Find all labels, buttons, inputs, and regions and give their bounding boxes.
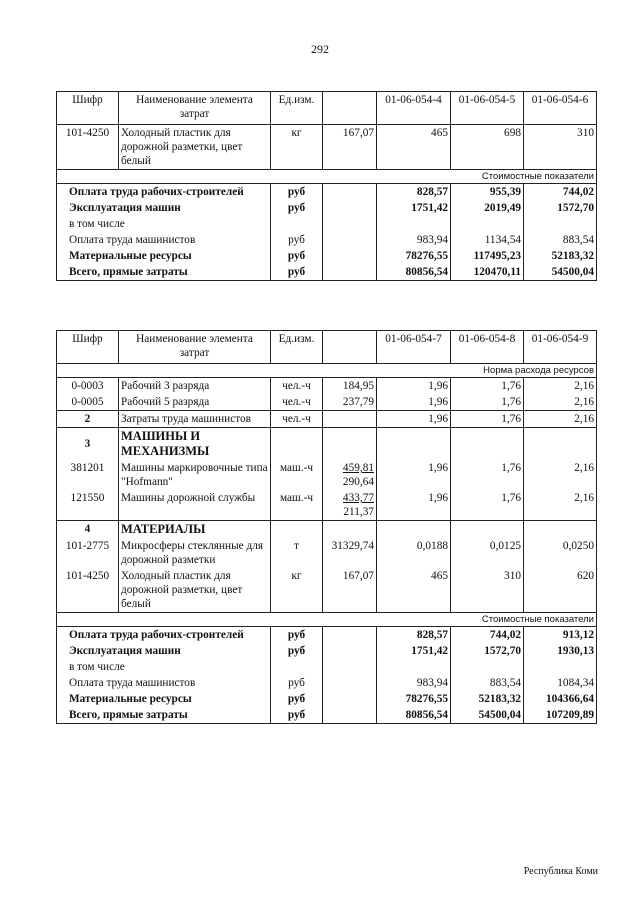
cost-row [57, 216, 597, 232]
cost-name: Материальные ресурсы [57, 691, 271, 707]
cost-name: Материальные ресурсы [57, 248, 271, 264]
cost-v3: 107209,89 [524, 707, 597, 724]
row-code: 2 [57, 411, 119, 428]
cost-v2: 54500,04 [451, 707, 524, 724]
cost-row [57, 675, 597, 691]
cost-name: Всего, прямые затраты [57, 707, 271, 724]
cost-v2 [451, 659, 524, 675]
header-col2: 01-06-054-5 [451, 92, 524, 125]
cost-v2: 52183,32 [451, 691, 524, 707]
cost-v1: 78276,55 [377, 248, 451, 264]
table-row [57, 125, 597, 170]
section-title: МАТЕРИАЛЫ [119, 521, 271, 539]
cost-v1: 828,57 [377, 184, 451, 201]
cost-name: Эксплуатация машин [57, 643, 271, 659]
cost-row [57, 627, 597, 644]
cost-v1: 80856,54 [377, 707, 451, 724]
header-rate [323, 331, 377, 364]
cost-unit: руб [271, 200, 323, 216]
table-row [57, 411, 597, 428]
cost-unit: руб [271, 264, 323, 281]
row-rate [323, 490, 377, 521]
cost-rate [323, 248, 377, 264]
row-v2: 1,76 [451, 411, 524, 428]
section-unit [271, 428, 323, 461]
cost-v2: 1134,54 [451, 232, 524, 248]
cost-unit: руб [271, 707, 323, 724]
header-name: Наименование элемента затрат [119, 331, 271, 364]
section-row [57, 364, 597, 378]
section-code: 4 [57, 521, 119, 539]
section-row [57, 170, 597, 184]
cost-name: в том числе [57, 659, 271, 675]
cost-v3: 744,02 [524, 184, 597, 201]
table-row [57, 568, 597, 613]
cost-v2: 955,39 [451, 184, 524, 201]
section-rate [323, 521, 377, 539]
row-v1: 465 [377, 568, 451, 613]
row-v2: 0,0125 [451, 538, 524, 568]
cost-row [57, 659, 597, 675]
row-v3: 620 [524, 568, 597, 613]
header-unit: Ед.изм. [271, 331, 323, 364]
header-col3: 01-06-054-6 [524, 92, 597, 125]
cost-rate [323, 707, 377, 724]
row-code: 0-0005 [57, 394, 119, 411]
header-col1: 01-06-054-4 [377, 92, 451, 125]
cost-v3: 1084,34 [524, 675, 597, 691]
row-rate [323, 411, 377, 428]
row-v3: 2,16 [524, 378, 597, 395]
cost-v2: 2019,49 [451, 200, 524, 216]
cost-v3: 913,12 [524, 627, 597, 644]
table-row [57, 394, 597, 411]
section-unit [271, 521, 323, 539]
cost-rate [323, 264, 377, 281]
section-label: Стоимостные показатели [57, 170, 597, 184]
cost-v3: 1572,70 [524, 200, 597, 216]
header-unit: Ед.изм. [271, 92, 323, 125]
cost-row [57, 248, 597, 264]
cost-name: Оплата труда рабочих-строителей [57, 184, 271, 201]
table-row [57, 460, 597, 490]
cost-rate [323, 200, 377, 216]
cost-v3: 104366,64 [524, 691, 597, 707]
cost-unit: руб [271, 691, 323, 707]
row-rate: 167,07 [323, 568, 377, 613]
row-v2: 1,76 [451, 460, 524, 490]
row-v3: 2,16 [524, 394, 597, 411]
cost-rate [323, 659, 377, 675]
cost-row [57, 200, 597, 216]
cost-v1: 78276,55 [377, 691, 451, 707]
cost-v1: 983,94 [377, 232, 451, 248]
section-row [57, 613, 597, 627]
estimate-table-1 [56, 91, 597, 281]
rate-top: 433,77 [342, 492, 374, 504]
cost-unit [271, 659, 323, 675]
cost-name: Эксплуатация машин [57, 200, 271, 216]
cost-v1: 1751,42 [377, 200, 451, 216]
estimate-table-2 [56, 330, 597, 724]
row-unit: чел.-ч [271, 394, 323, 411]
cost-row [57, 232, 597, 248]
header-col1: 01-06-054-7 [377, 331, 451, 364]
section-label: Стоимостные показатели [57, 613, 597, 627]
cost-v3 [524, 216, 597, 232]
cost-name: Оплата труда рабочих-строителей [57, 627, 271, 644]
row-rate: 237,79 [323, 394, 377, 411]
cost-row [57, 707, 597, 724]
row-v1: 1,96 [377, 411, 451, 428]
cost-v1: 828,57 [377, 627, 451, 644]
row-name: Машины дорожной службы [119, 490, 271, 521]
section-title-row [57, 521, 597, 539]
rate-bottom: 290,64 [342, 476, 374, 488]
row-unit: маш.-ч [271, 460, 323, 490]
row-name: Рабочий 3 разряда [119, 378, 271, 395]
cost-v1: 80856,54 [377, 264, 451, 281]
cost-v2: 744,02 [451, 627, 524, 644]
cost-v3: 883,54 [524, 232, 597, 248]
cost-rate [323, 627, 377, 644]
row-unit: чел.-ч [271, 378, 323, 395]
cost-v3: 54500,04 [524, 264, 597, 281]
cost-v2: 1572,70 [451, 643, 524, 659]
header-rate [323, 92, 377, 125]
row-name: Рабочий 5 разряда [119, 394, 271, 411]
row-v1: 1,96 [377, 378, 451, 395]
row-name: Холодный пластик для дорожной разметки, цвет белый [119, 125, 271, 170]
row-v2: 1,76 [451, 378, 524, 395]
header-code: Шифр [57, 92, 119, 125]
row-v1: 465 [377, 125, 451, 170]
cost-v3: 52183,32 [524, 248, 597, 264]
cost-v2: 120470,11 [451, 264, 524, 281]
section-title-row [57, 428, 597, 461]
row-v3: 0,0250 [524, 538, 597, 568]
cost-unit: руб [271, 675, 323, 691]
row-unit: кг [271, 568, 323, 613]
row-unit: чел.-ч [271, 411, 323, 428]
cost-row [57, 691, 597, 707]
cost-v1: 983,94 [377, 675, 451, 691]
cost-unit [271, 216, 323, 232]
row-code: 101-2775 [57, 538, 119, 568]
header-name: Наименование элемента затрат [119, 92, 271, 125]
cost-rate [323, 216, 377, 232]
cost-v3: 1930,13 [524, 643, 597, 659]
cost-name: Оплата труда машинистов [57, 232, 271, 248]
section-v1 [377, 521, 451, 539]
page-number: 292 [311, 42, 329, 56]
row-name: Микросферы стеклянные для дорожной разметки [119, 538, 271, 568]
row-name: Холодный пластик для дорожной разметки, цвет белый [119, 568, 271, 613]
cost-rate [323, 232, 377, 248]
row-code: 0-0003 [57, 378, 119, 395]
section-title: МАШИНЫ И МЕХАНИЗМЫ [119, 428, 271, 461]
row-name: Машины маркировочные типа "Hofmann" [119, 460, 271, 490]
cost-v1 [377, 216, 451, 232]
cost-v3 [524, 659, 597, 675]
row-v3: 2,16 [524, 490, 597, 521]
row-v2: 310 [451, 568, 524, 613]
section-v3 [524, 428, 597, 461]
section-v2 [451, 428, 524, 461]
footer-region: Республика Коми [523, 866, 598, 877]
section-label: Норма расхода ресурсов [57, 364, 597, 378]
row-v3: 310 [524, 125, 597, 170]
section-code: 3 [57, 428, 119, 461]
cost-v1: 1751,42 [377, 643, 451, 659]
cost-name: в том числе [57, 216, 271, 232]
row-v2: 1,76 [451, 490, 524, 521]
cost-unit: руб [271, 248, 323, 264]
cost-rate [323, 675, 377, 691]
cost-v1 [377, 659, 451, 675]
row-code: 381201 [57, 460, 119, 490]
cost-name: Оплата труда машинистов [57, 675, 271, 691]
table-row [57, 538, 597, 568]
header-col2: 01-06-054-8 [451, 331, 524, 364]
cost-name: Всего, прямые затраты [57, 264, 271, 281]
section-rate [323, 428, 377, 461]
cost-v2: 883,54 [451, 675, 524, 691]
row-v3: 2,16 [524, 460, 597, 490]
row-unit: кг [271, 125, 323, 170]
cost-unit: руб [271, 643, 323, 659]
table-row [57, 490, 597, 521]
row-rate: 31329,74 [323, 538, 377, 568]
row-v1: 1,96 [377, 460, 451, 490]
row-v2: 698 [451, 125, 524, 170]
row-name: Затраты труда машинистов [119, 411, 271, 428]
cost-row [57, 184, 597, 201]
row-code: 101-4250 [57, 125, 119, 170]
cost-rate [323, 184, 377, 201]
cost-unit: руб [271, 232, 323, 248]
row-v3: 2,16 [524, 411, 597, 428]
table-row [57, 378, 597, 395]
section-v1 [377, 428, 451, 461]
header-code: Шифр [57, 331, 119, 364]
row-v1: 1,96 [377, 394, 451, 411]
table-header-row [57, 92, 597, 125]
row-v1: 0,0188 [377, 538, 451, 568]
row-rate [323, 460, 377, 490]
table-header-row [57, 331, 597, 364]
row-rate: 167,07 [323, 125, 377, 170]
row-code: 101-4250 [57, 568, 119, 613]
rate-top: 459,81 [342, 462, 374, 474]
cost-row [57, 264, 597, 281]
header-col3: 01-06-054-9 [524, 331, 597, 364]
rate-bottom: 211,37 [343, 506, 374, 518]
cost-rate [323, 643, 377, 659]
row-unit: т [271, 538, 323, 568]
cost-row [57, 643, 597, 659]
row-v1: 1,96 [377, 490, 451, 521]
row-unit: маш.-ч [271, 490, 323, 521]
row-v2: 1,76 [451, 394, 524, 411]
cost-unit: руб [271, 627, 323, 644]
cost-unit: руб [271, 184, 323, 201]
section-v2 [451, 521, 524, 539]
cost-v2 [451, 216, 524, 232]
section-v3 [524, 521, 597, 539]
cost-rate [323, 691, 377, 707]
row-code: 121550 [57, 490, 119, 521]
cost-v2: 117495,23 [451, 248, 524, 264]
row-rate: 184,95 [323, 378, 377, 395]
